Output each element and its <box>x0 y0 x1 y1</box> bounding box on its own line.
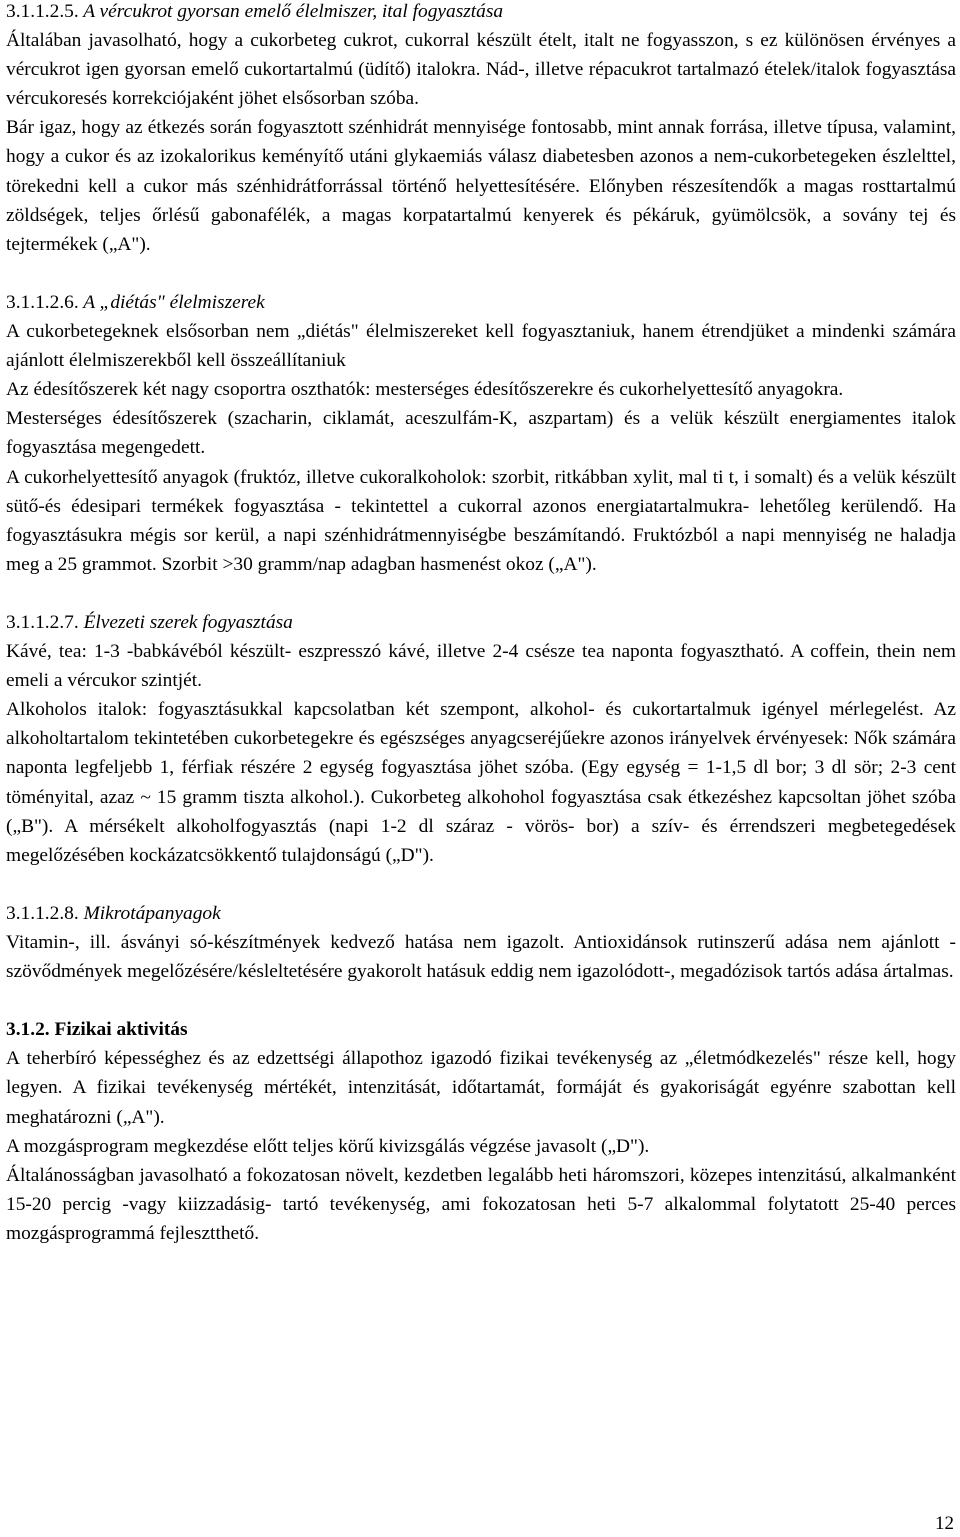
section-title: Élvezeti szerek fogyasztása <box>83 611 293 633</box>
paragraph: A cukorhelyettesítő anyagok (fruktóz, illetve cukoralkoholok: szorbit, ritkábban xylit, mal ti t, i somalt) és a velük készült sütő-és édesipari termékek fogyasztása - tekintettel a cukorral azonos energiatartalmukra- lehetőleg kerülendő. Ha fogyasztásukra mégis sor kerül, a napi szénhidrátmennyiségbe beszámítandó. Fruktózból a napi mennyiség ne haladja meg a 25 grammot. Szorbit >30 gramm/nap adagban hasmenést okoz („A"). <box>6 466 956 575</box>
section-number: 3.1.2. <box>6 1019 50 1041</box>
paragraph: Kávé, tea: 1-3 -babkávéból készült- eszpresszó kávé, illetve 2-4 csésze tea naponta fogyasztható. A coffein, thein nem emeli a vércukor szintjét. <box>6 641 956 692</box>
section-title: A „diétás" élelmiszerek <box>83 291 265 313</box>
paragraph: Általában javasolható, hogy a cukorbeteg cukrot, cukorral készült ételt, italt ne fogyasszon, s ez különösen érvényes a vércukrot igen gyorsan emelő cukortartalmú (üdítő) italokra. Nád-, illetve répacukrot tartalmazó ételek/italok fogyasztása vércukoresés korrekciójaként jöhet elsősorban szóba. <box>6 30 956 110</box>
section-stimulants <box>6 608 956 870</box>
paragraph: Mesterséges édesítőszerek (szacharin, ciklamát, aceszulfám-K, aszpartam) és a velük készült energiamentes italok fogyasztása megengedett. <box>6 408 956 459</box>
section-title: A vércukrot gyorsan emelő élelmiszer, ital fogyasztása <box>83 1 504 22</box>
section-number: 3.1.1.2.5. <box>6 1 79 22</box>
paragraph: Vitamin-, ill. ásványi só-készítmények kedvező hatása nem igazolt. Antioxidánsok rutinszerű adása nem ajánlott -szövődmények megelőzésére/késleltetésére gyakorolt hatásuk eddig nem igazolódott-, megadózisok tartós adása ártalmas. <box>6 932 956 983</box>
section-heading <box>6 899 956 928</box>
section-title: Mikrotápanyagok <box>83 902 221 924</box>
paragraph: Bár igaz, hogy az étkezés során fogyasztott szénhidrát mennyisége fontosabb, mint annak forrása, illetve típusa, valamint, hogy a cukor és az izokalorikus keményítő utáni glykaemiás válasz diabetesben azonos a nem-cukorbetegeken észlelttel, törekedni kell a cukor más szénhidrátforrással történő helyettesítésére. Előnyben részesítendők a magas rosttartalmú zöldségek, teljes őrlésű gabonafélék, a magas korpatartalmú kenyerek és pékáruk, gyümölcsök, a sovány tej és tejtermékek („A"). <box>6 117 956 255</box>
section-micronutrients <box>6 899 956 986</box>
section-heading <box>6 1015 956 1044</box>
page-number: 12 <box>935 1513 954 1534</box>
section-diet-foods <box>6 288 956 579</box>
section-title: Fizikai aktivitás <box>54 1019 188 1041</box>
paragraph: Alkoholos italok: fogyasztásukkal kapcsolatban két szempont, alkohol- és cukortartalmuk igényel mérlegelést. Az alkoholtartalom tekintetében cukorbetegekre és egészséges anyagcseréjűekre azonos irányelvek érvényesek: Nők számára naponta legfeljebb 1, férfiak részére 2 egység fogyasztása jöhet szóba. (Egy egység = 1-1,5 dl bor; 3 dl sör; 2-3 cent töményital, azaz ~ 15 gramm tiszta alkohol.). Cukorbeteg alkohohol fogyasztása csak étkezéshez kapcsoltan jöhet szóba („B"). A mérsékelt alkoholfogyasztás (napi 1-2 dl száraz - vörös- bor) a szív- és érrendszeri megbetegedések megelőzésében kockázatcsökkentő tulajdonságú („D"). <box>6 699 956 866</box>
paragraph: A mozgásprogram megkezdése előtt teljes körű kivizsgálás végzése javasolt („D"). <box>6 1135 650 1157</box>
section-heading <box>6 608 956 637</box>
section-physical-activity <box>6 1015 956 1248</box>
section-heading <box>6 0 956 26</box>
document-page <box>6 0 956 1248</box>
paragraph: Az édesítőszerek két nagy csoportra oszthatók: mesterséges édesítőszerekre és cukorhelyettesítő anyagokra. <box>6 379 844 401</box>
section-heading <box>6 288 956 317</box>
section-number: 3.1.1.2.7. <box>6 611 79 633</box>
section-number: 3.1.1.2.6. <box>6 291 79 313</box>
section-number: 3.1.1.2.8. <box>6 902 79 924</box>
paragraph: A teherbíró képességhez és az edzettségi állapothoz igazodó fizikai tevékenység az „életmódkezelés" része kell, hogy legyen. A fizikai tevékenység mértékét, intenzitását, időtartamát, formáját és gyakoriságát egyénre szabottan kell meghatározni („A"). <box>6 1048 956 1128</box>
paragraph: A cukorbetegeknek elsősorban nem „diétás" élelmiszereket kell fogyasztaniuk, hanem étrendjüket a mindenki számára ajánlott élelmiszerekből kell összeállítaniuk <box>6 321 956 372</box>
paragraph: Általánosságban javasolható a fokozatosan növelt, kezdetben legalább heti háromszori, közepes intenzitású, alkalmanként 15-20 percig -vagy kiizzadásig- tartó tevékenység, ami fokozatosan heti 5-7 alkalommal folytatott 25-40 perces mozgásprogrammá fejlesztthető. <box>6 1164 956 1244</box>
section-sugar <box>6 0 956 259</box>
